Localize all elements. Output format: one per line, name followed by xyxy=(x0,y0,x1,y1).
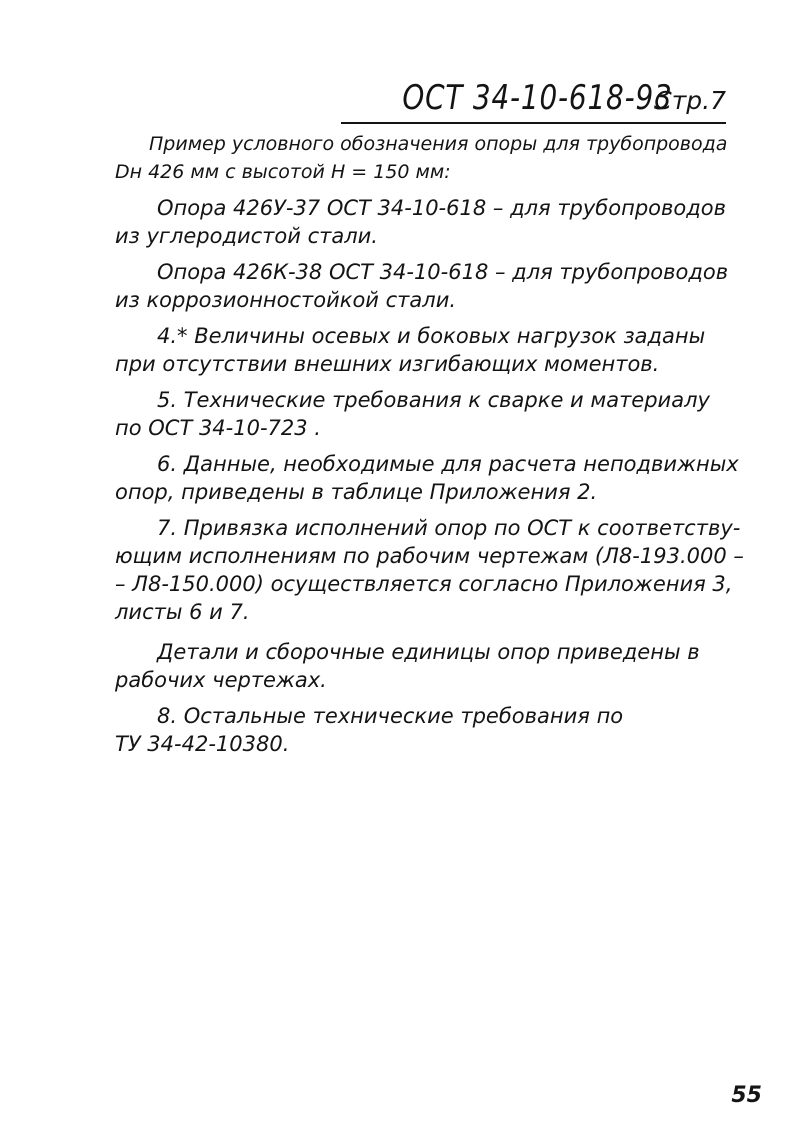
text-line: Опора 426К-38 ОСТ 34-10-618 – для трубопроводов xyxy=(157,260,729,284)
text-line: Пример условного обозначения опоры для трубопровода xyxy=(149,133,728,155)
text-line: ющим исполнениям по рабочим чертежам (Л8-193.000 – xyxy=(115,544,744,568)
text-line: 4.* Величины осевых и боковых нагрузок заданы xyxy=(157,324,706,348)
page-number: 55 xyxy=(731,1083,762,1108)
text-line: по ОСТ 34-10-723 . xyxy=(115,416,321,440)
text-line: при отсутствии внешних изгибающих моментов. xyxy=(115,352,660,376)
document-code: ОСТ 34-10-618-93 xyxy=(401,78,673,118)
text-line: из углеродистой стали. xyxy=(115,224,378,248)
text-line: опор, приведены в таблице Приложения 2. xyxy=(115,480,598,504)
text-line: листы 6 и 7. xyxy=(115,600,250,624)
text-line: Dн 426 мм с высотой Н = 150 мм: xyxy=(115,161,451,183)
text-line: 6. Данные, необходимые для расчета неподвижных xyxy=(157,452,739,476)
text-line: 5. Технические требования к сварке и материалу xyxy=(157,388,710,412)
text-line: ТУ 34-42-10380. xyxy=(115,732,290,756)
text-line: 7. Привязка исполнений опор по ОСТ к соответству- xyxy=(157,516,741,540)
document-body xyxy=(115,130,744,758)
document-header xyxy=(341,78,726,124)
text-line: – Л8-150.000) осуществляется согласно Приложения 3, xyxy=(115,572,733,596)
text-line: 8. Остальные технические требования по xyxy=(157,704,624,728)
sheet-number: Стр.7 xyxy=(654,86,726,115)
text-line: Детали и сборочные единицы опор приведены в xyxy=(157,640,700,664)
text-line: Опора 426У-37 ОСТ 34-10-618 – для трубопроводов xyxy=(157,196,726,220)
text-line: из коррозионностойкой стали. xyxy=(115,288,457,312)
text-line: рабочих чертежах. xyxy=(115,668,327,692)
